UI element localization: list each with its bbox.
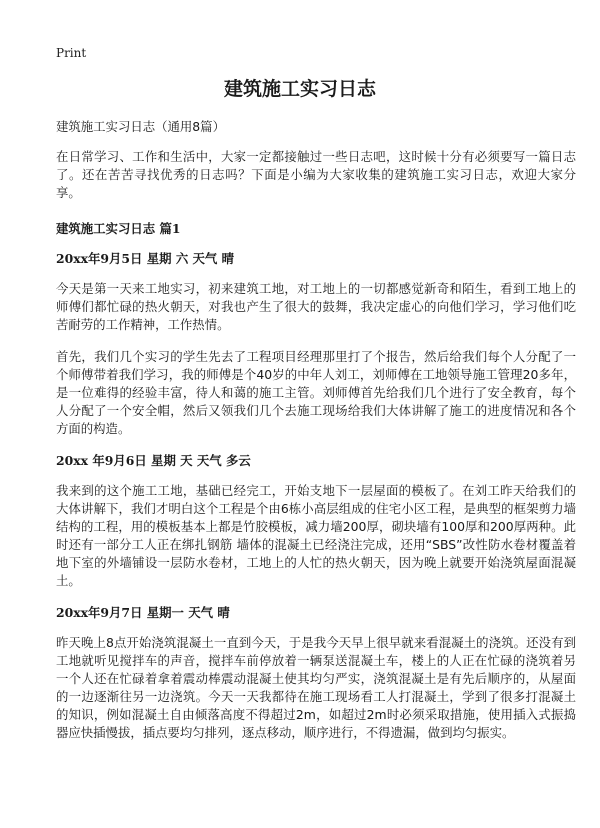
- entry-heading-2: 20xx 年9月6日 星期 天 天气 多云: [56, 453, 251, 468]
- intro-paragraph: 在日常学习、工作和生活中，大家一定都接触过一些日志吧，这时候十分有必须要写一篇日志了。还在苦苦寻找优秀的日志吗？下面是小编为大家收集的建筑施工实习日志，欢迎大家分享。: [56, 149, 576, 200]
- entry-heading-3: 20xx年9月7日 星期一 天气 晴: [56, 605, 230, 620]
- entry-1-paragraph-1: 今天是第一天来工地实习，初来建筑工地，对工地上的一切都感觉新奇和陌生，看到工地上的师傅们都忙碌的热火朝天，对我也产生了很大的鼓舞，我决定虚心的向他们学习，学习他们吃苦耐劳的工作精神，工作热情。: [56, 281, 576, 332]
- entry-1-paragraph-2: 首先，我们几个实习的学生先去了工程项目经理那里打了个报告，然后给我们每个人分配了一个师傅带着我们学习，我的师傅是个40岁的中年人刘工，刘师傅在工地领导施工管理20多年，是一位难得的经验丰富，待人和蔼的施工主管。刘师傅首先给我们几个进行了安全教育，每个人分配了一个安全帽，然后又领我们几个去施工现场给我们大体讲解了施工的进度情况和各个方面的构造。: [56, 349, 576, 436]
- entry-heading-1: 20xx年9月5日 星期 六 天气 晴: [56, 251, 235, 266]
- entry-2-paragraph-1: 我来到的这个施工工地，基础已经完工，开始支地下一层屋面的模板了。在刘工昨天给我们的大体讲解下，我们才明白这个工程是个由6栋小高层组成的住宅小区工程，是典型的框架剪力墙结构的工程，用的模板基本上都是竹胶模板，减力墙200厚，砌块墙有100厚和200厚两种。此时还有一部分工人正在绑扎钢筋 墙体的混凝土已经浇注完成，还用“SBS”改性防水卷材覆盖着地下室的外墙铺设一层防水卷材，工地上的人忙的热火朝天，因为晚上就要开始浇筑屋面混凝土。: [56, 483, 576, 588]
- section-heading: 建筑施工实习日志 篇1: [56, 221, 181, 236]
- entry-3-paragraph-1: 昨天晚上8点开始浇筑混凝土一直到今天，于是我今天早上很早就来看混凝土的浇筑。还没有到工地就听见搅拌车的声音，搅拌车前停放着一辆泵送混凝土车，楼上的人正在忙碌的浇筑着另一个人还在忙碌着拿着震动棒震动混凝土使其均匀严实，浇筑混凝土是有先后顺序的，从屋面的一边逐渐往另一边浇筑。今天一天我都待在施工现场看工人打混凝土，学到了很多打混凝土的知识，例如混凝土自由倾落高度不得超过2m，如超过2m时必须采取措施，使用插入式振捣器应快插慢拔，插点要均匀排列，逐点移动，顺序进行，不得遗漏，做到均匀振实。: [56, 635, 576, 740]
- document-body: [56, 118, 576, 756]
- document-subtitle: 建筑施工实习日志（通用8篇）: [56, 119, 225, 134]
- print-link[interactable]: Print: [56, 46, 87, 60]
- page-title: 建筑施工实习日志: [223, 78, 376, 100]
